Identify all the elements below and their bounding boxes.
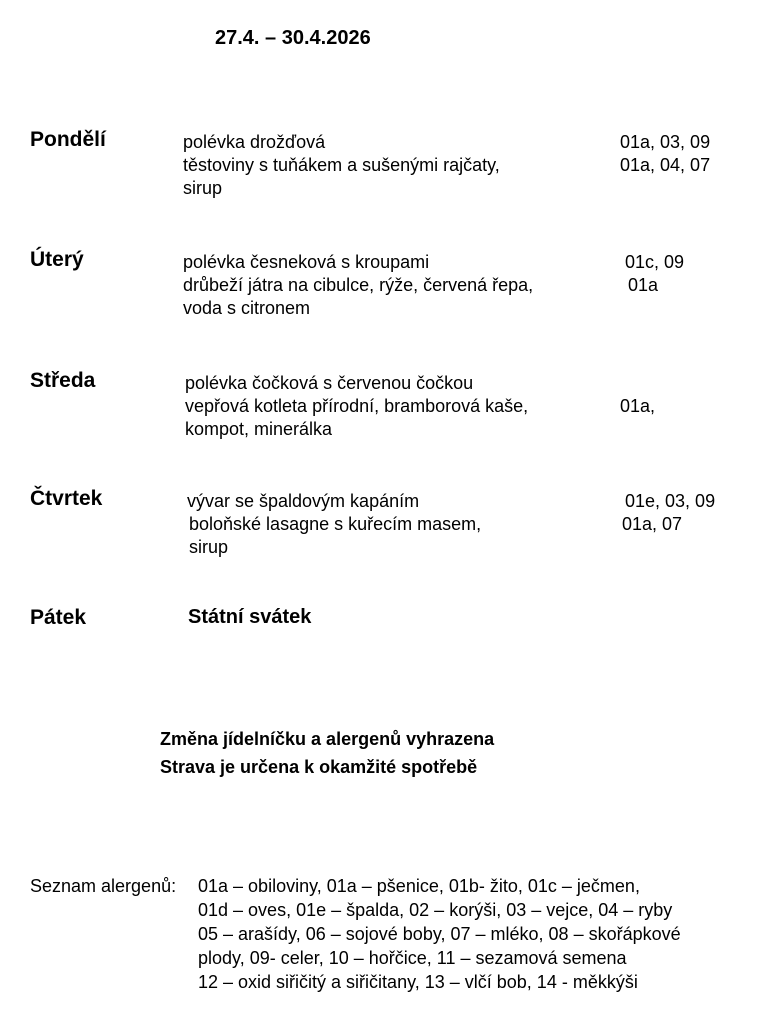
day-name-tuesday: Úterý — [30, 248, 84, 271]
notice-menu-change: Změna jídelníčku a alergenů vyhrazena — [160, 729, 495, 749]
holiday-label: Státní svátek — [188, 606, 312, 628]
day-name-wednesday: Středa — [30, 369, 96, 392]
day-name-friday: Pátek — [30, 606, 87, 629]
meal-main: těstoviny s tuňákem a sušenými rajčaty, — [183, 155, 500, 175]
meal-drink: sirup — [189, 537, 229, 557]
day-name-thursday: Čtvrtek — [30, 487, 103, 510]
meal-drink: voda s citronem — [183, 298, 311, 318]
meal-soup: vývar se špaldovým kapáním — [187, 491, 420, 511]
meal-main: drůbeží játra na cibulce, rýže, červená řepa, — [183, 275, 534, 295]
allergen-list-line: 05 – arašídy, 06 – sojové boby, 07 – mléko, 08 – skořápkové — [198, 924, 681, 944]
day-name-monday: Pondělí — [30, 128, 106, 151]
allergen-list-line: 01d – oves, 01e – špalda, 02 – korýši, 03 – vejce, 04 – ryby — [198, 900, 673, 920]
meal-soup: polévka čočková s červenou čočkou — [185, 373, 474, 393]
meal-allergens: 01a, — [620, 396, 656, 416]
allergen-list-line: 01a – obiloviny, 01a – pšenice, 01b- žito, 01c – ječmen, — [198, 876, 640, 896]
allergen-list-line: plody, 09- celer, 10 – hořčice, 11 – sezamová semena — [198, 948, 627, 968]
meal-allergens: 01a, 04, 07 — [620, 155, 711, 175]
meal-allergens: 01a, 07 — [622, 514, 683, 534]
meal-main: vepřová kotleta přírodní, bramborová kaše, — [185, 396, 529, 416]
meal-allergens: 01c, 09 — [625, 252, 685, 272]
meal-drink: kompot, minerálka — [185, 419, 333, 439]
meal-allergens: 01e, 03, 09 — [625, 491, 716, 511]
meal-allergens: 01a, 03, 09 — [620, 132, 711, 152]
meal-main: boloňské lasagne s kuřecím masem, — [189, 514, 482, 534]
allergen-list-line: 12 – oxid siřičitý a siřičitany, 13 – vlčí bob, 14 - měkkýši — [198, 972, 638, 992]
notice-consumption: Strava je určena k okamžité spotřebě — [160, 757, 478, 777]
meal-allergens: 01a — [628, 275, 659, 295]
allergen-list-label: Seznam alergenů: — [30, 876, 177, 896]
date-range-heading: 27.4. – 30.4.2026 — [215, 27, 371, 49]
meal-soup: polévka česneková s kroupami — [183, 252, 430, 272]
meal-drink: sirup — [183, 178, 223, 198]
meal-soup: polévka drožďová — [183, 132, 326, 152]
